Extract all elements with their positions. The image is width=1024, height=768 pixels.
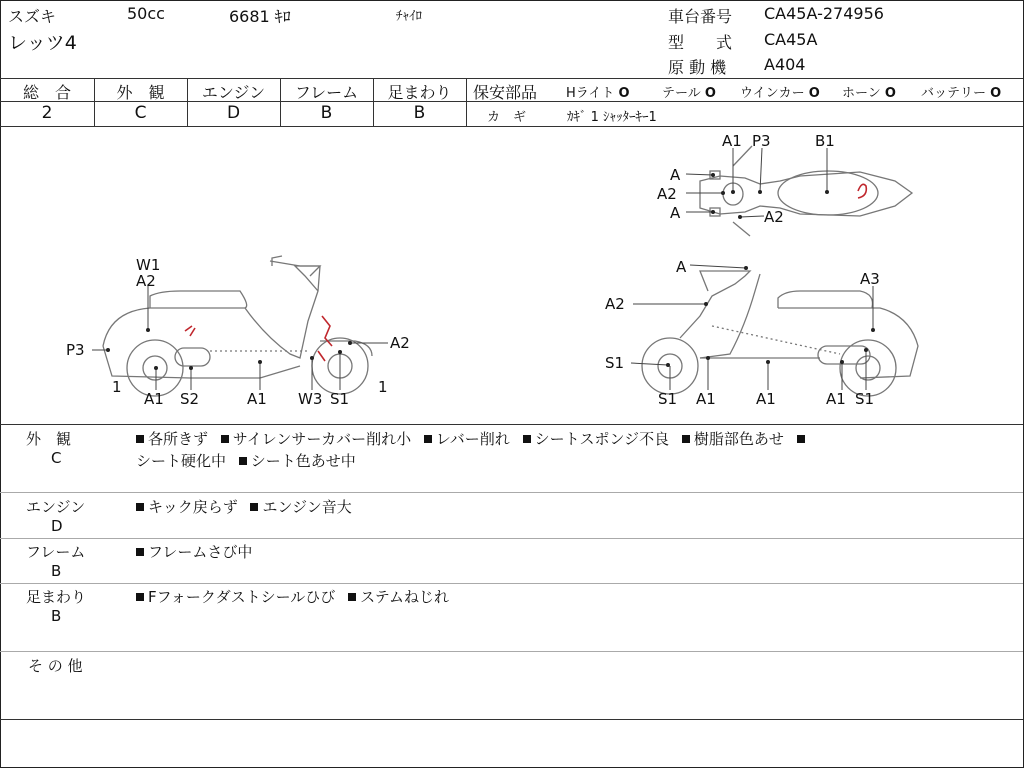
diagram-label: S2 — [180, 390, 200, 408]
type-label: 型 式 — [668, 33, 733, 52]
diagram-label: A1 — [756, 390, 776, 408]
safety-item-battery: バッテリー O — [921, 86, 1002, 101]
type-value: CA45A — [764, 30, 818, 49]
diagram-label: P3 — [752, 132, 771, 150]
notes-items — [136, 496, 1006, 518]
diagram-label: S1 — [855, 390, 875, 408]
rating-label-suspension: 足まわり — [387, 83, 452, 102]
diagram-label: S1 — [330, 390, 350, 408]
notes-items — [136, 428, 1006, 472]
key-value: ｶｷﾞ 1 ｼｬｯﾀｰｷｰ1 — [567, 110, 657, 125]
rating-label-engine: エンジン — [201, 83, 266, 102]
damage-diagram — [0, 126, 1024, 424]
diagram-label: A — [670, 204, 681, 222]
note-item: 樹脂部色あせ — [693, 430, 784, 448]
safety-label: 保安部品 — [473, 83, 538, 102]
divider — [0, 651, 1023, 652]
safety-item-horn: ホーン O — [842, 86, 896, 101]
rating-value-suspension: B — [413, 103, 426, 123]
safety-item-headlight: Hライト O — [566, 86, 630, 101]
engine-model-label: 原 動 機 — [668, 58, 727, 77]
divider — [0, 538, 1023, 539]
notes-grade: D — [51, 517, 63, 535]
notes-items — [136, 541, 1006, 563]
frame-no-value: CA45A-274956 — [764, 4, 884, 23]
notes-grade: B — [51, 562, 62, 580]
diagram-label: B1 — [815, 132, 835, 150]
notes-category: 足まわり — [26, 588, 87, 606]
rating-value-overall: 2 — [41, 103, 53, 123]
note-item: キック戻らず — [148, 498, 238, 516]
diagram-label: S1 — [605, 354, 625, 372]
diagram-label: 1 — [378, 378, 388, 396]
note-item: Fフォークダストシールひび — [148, 588, 336, 606]
maker: スズキ — [8, 7, 57, 26]
note-item: 各所きず — [148, 430, 209, 448]
notes-category: そ の 他 — [28, 657, 83, 675]
note-item: ステムねじれ — [360, 588, 450, 606]
diagram-label: A — [670, 166, 681, 184]
note-item: フレームさび中 — [148, 543, 253, 561]
diagram-label: A1 — [722, 132, 742, 150]
diagram-label: A1 — [144, 390, 164, 408]
divider — [466, 78, 467, 126]
rating-label-exterior: 外 観 — [116, 83, 165, 102]
diagram-label: A2 — [764, 208, 784, 226]
rating-value-exterior: C — [134, 103, 147, 123]
rating-label-overall: 総 合 — [22, 83, 71, 102]
diagram-label: P3 — [66, 341, 85, 359]
rating-label-frame: フレーム — [294, 83, 359, 102]
displacement: 50cc — [127, 4, 165, 23]
divider — [0, 424, 1023, 425]
diagram-label: W1 — [136, 256, 161, 274]
notes-category: エンジン — [26, 498, 86, 516]
divider — [0, 492, 1023, 493]
key-label: カ ギ — [487, 110, 527, 125]
notes-items — [136, 586, 1006, 608]
engine-model-value: A404 — [764, 55, 806, 74]
divider — [0, 583, 1023, 584]
diagram-label: A1 — [696, 390, 716, 408]
notes-category: 外 観 — [26, 430, 72, 448]
note-item: レバー削れ — [435, 430, 510, 448]
diagram-label: W3 — [298, 390, 323, 408]
rating-value-frame: B — [320, 103, 333, 123]
safety-item-winker: ウインカー O — [740, 86, 820, 101]
notes-grade: C — [51, 449, 62, 467]
diagram-label: A1 — [247, 390, 267, 408]
right-view-scooter — [642, 271, 918, 396]
diagram-label: A1 — [826, 390, 846, 408]
model-name: レッツ4 — [8, 32, 77, 54]
note-item: サイレンサーカバー削れ小 — [232, 430, 412, 448]
diagram-label: A2 — [136, 272, 156, 290]
note-item: シート色あせ中 — [250, 452, 356, 470]
mileage: 6681 ｷﾛ — [229, 7, 291, 26]
diagram-label: S1 — [658, 390, 678, 408]
frame-no-label: 車台番号 — [668, 7, 733, 26]
diagram-label: A2 — [605, 295, 625, 313]
notes-grade: B — [51, 607, 62, 625]
diagram-label: A — [676, 258, 687, 276]
divider — [0, 78, 1023, 79]
color: ﾁｬｲﾛ — [396, 9, 422, 24]
notes-category: フレーム — [26, 543, 86, 561]
diagram-label: A2 — [657, 185, 677, 203]
note-item: シート硬化中 — [136, 452, 227, 470]
leader-dots — [106, 173, 875, 370]
safety-item-tail: テール O — [662, 86, 716, 101]
diagram-label: A3 — [860, 270, 880, 288]
diagram-label: 1 — [112, 378, 122, 396]
note-item: シートスポンジ不良 — [534, 430, 670, 448]
rating-value-engine: D — [226, 103, 241, 123]
diagram-label: A2 — [390, 334, 410, 352]
divider — [0, 719, 1023, 720]
note-item: エンジン音大 — [262, 498, 352, 516]
